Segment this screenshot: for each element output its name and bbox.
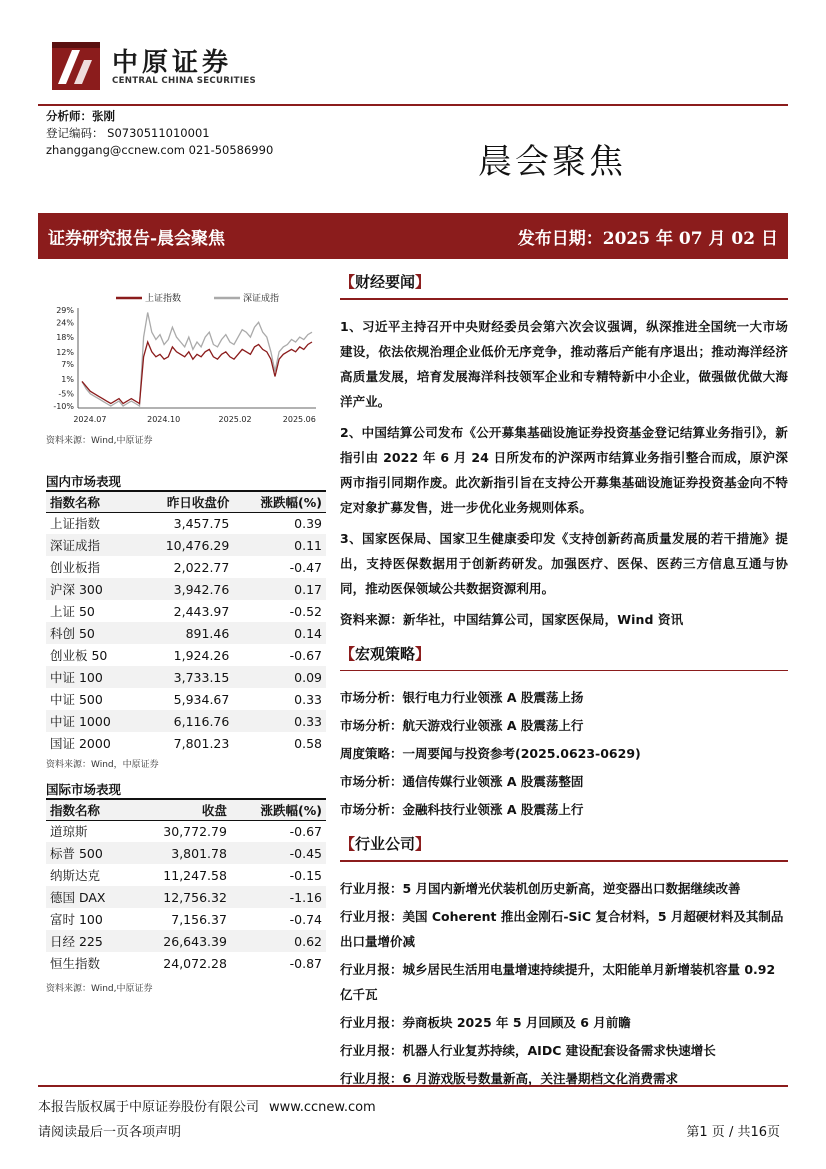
logo-mark-icon [50,40,102,92]
footer-copyright-row [38,1096,376,1115]
legend-label-sse: 上证指数 [145,294,182,304]
macro-item-link[interactable]: 市场分析：银行电力行业领涨 A 股震荡上扬 [340,690,584,705]
news-heading-rule [340,298,788,300]
cell-close: 10,476.29 [138,534,234,556]
news-heading-text: 财经要闻 [355,273,416,291]
cell-index-name: 中证 500 [50,692,103,707]
table-row [46,688,326,710]
y-tick-label: 18% [56,333,74,343]
table-row [46,952,326,974]
cell-change: -0.74 [289,911,322,927]
series-line-sse [82,342,312,404]
y-tick-label: 7% [61,360,74,370]
cell-close: 3,801.78 [133,842,231,864]
cell-index-name: 科创 50 [46,622,138,644]
cell-index-name: 沪深 300 [46,578,138,600]
y-tick-label: 24% [56,318,74,328]
col-header-index-name: 指数名称 [46,492,138,512]
table-row [46,534,326,556]
col-header-change: 涨跌幅(%) [233,492,326,512]
logo-english-text: CENTRAL CHINA SECURITIES [112,76,256,86]
registration-code: 登记编码： S0730511010001 [46,126,210,140]
table-row [46,644,326,666]
cell-change: 0.11 [233,534,326,556]
cell-change: 0.33 [233,710,326,732]
cell-close: 2,022.77 [173,559,230,575]
y-tick-label: 12% [56,347,74,357]
cell-close: 12,756.32 [133,886,231,908]
footer-website-link[interactable]: www.ccnew.com [269,1100,376,1115]
cell-index-name: 上证 50 [50,604,95,619]
analyst-info [46,108,273,159]
cell-change: 0.33 [294,691,322,707]
domestic-table-title: 国内市场表现 [46,474,122,489]
col-header-close: 收盘 [133,800,231,820]
section-heading-news: 【财经要闻】 [340,273,431,291]
col-header-close: 昨日收盘价 [138,492,234,512]
industry-item-link[interactable]: 行业月报：5 月国内新增光伏装机创历史新高，逆变器出口数据继续改善 [340,880,741,896]
table-row [46,908,326,930]
x-tick-label: 2025.02 [218,415,252,424]
cell-change: -0.47 [289,559,322,575]
series-line-szse [82,313,312,407]
company-logo [50,38,260,96]
cell-index-name: 创业板指 [50,560,101,575]
domestic-source: 资料来源：Wind，中原证券 [46,760,159,770]
cell-close: 3,457.75 [173,515,230,531]
cell-index-name: 创业板 50 [50,648,108,663]
macro-item-link[interactable]: 周度策略：一周要闻与投资参考(2025.0623-0629) [340,746,641,761]
cell-index-name: 标普 500 [46,842,133,864]
industry-item-link[interactable]: 行业月报：城乡居民生活用电量增速持续提升，太阳能单月新增装机容量 0.92 亿千瓦 [340,961,776,1002]
industry-heading-rule [340,860,788,862]
y-tick-label: -5% [58,389,74,399]
cell-close: 7,156.37 [171,911,227,927]
cell-index-name: 上证指数 [50,516,101,532]
cell-close: 2,443.97 [173,603,230,619]
international-source: 资料来源：Wind,中原证券 [46,984,153,994]
table-row [46,622,326,644]
page-title: 晨会聚焦 [478,142,626,182]
cell-index-name: 富时 100 [50,912,103,927]
cell-index-name: 中证 100 [46,666,138,688]
cell-close: 11,247.58 [163,867,227,883]
logo-chinese-text: 中原证券 [112,48,233,78]
banner-report-type: 证券研究报告-晨会聚焦 [48,229,226,249]
table-row [46,820,326,842]
cell-close: 3,942.76 [138,578,234,600]
macro-item-link[interactable]: 市场分析：航天游戏行业领涨 A 股震荡上行 [340,718,584,733]
y-tick-label: 1% [61,374,74,384]
domestic-market-table [46,492,326,754]
table-row [46,578,326,600]
chart-source: 资料来源：Wind,中原证券 [46,436,153,446]
cell-index-name: 纳斯达克 [50,868,101,883]
news-source: 资料来源：新华社，中国结算公司，国家医保局，Wind 资讯 [340,611,684,627]
cell-change: -0.45 [231,842,326,864]
cell-change: -1.16 [231,886,326,908]
cell-close: 6,116.76 [138,710,234,732]
cell-change: -0.67 [289,823,322,839]
table-row [46,512,326,534]
cell-close: 3,733.15 [138,666,234,688]
chart-legend [116,292,279,304]
industry-item-link[interactable]: 行业月报：机器人行业复苏持续，AIDC 建设配套设备需求快速增长 [340,1042,716,1058]
industry-heading-text: 行业公司 [355,835,416,853]
industry-item-link[interactable]: 行业月报：美国 Coherent 推出金刚石-SiC 复合材料，5 月超硬材料及其制品出口量增价减 [340,908,784,949]
right-column [340,270,788,1094]
y-tick-label: 29% [56,306,74,315]
index-trend-chart [46,286,326,426]
report-banner [38,213,788,259]
international-table-title: 国际市场表现 [46,782,122,797]
section-heading-industry: 【行业公司】 [340,835,431,853]
header-rule [38,104,788,106]
cell-index-name: 恒生指数 [50,956,101,971]
table-row [46,864,326,886]
analyst-name: 分析师：张刚 [46,109,115,123]
table-row [46,930,326,952]
table-row [46,732,326,754]
cell-close: 7,801.23 [173,735,230,751]
table-row [46,666,326,688]
col-header-change: 涨跌幅(%) [231,800,326,820]
footer-disclaimer: 请阅读最后一页各项声明 [38,1125,182,1140]
cell-change: 0.17 [233,578,326,600]
footer-page-number: 第1 页 / 共16页 [686,1125,780,1140]
cell-close: 30,772.79 [163,823,227,839]
footer-rule [38,1085,788,1087]
table-row [46,556,326,578]
table-row [46,710,326,732]
news-item: 3、国家医保局、国家卫生健康委印发《支持创新药高质量发展的若干措施》提出，支持医保数据用于创新药研发。加强医疗、医保、医药三方信息互通与协同，推动医保领域公共数据资源利用。 [340,530,788,596]
section-heading-macro: 【宏观策略】 [340,644,431,663]
x-tick-label: 2025.06 [282,415,316,424]
cell-change: 0.62 [231,930,326,952]
cell-index-name: 道琼斯 [50,824,88,840]
cell-close: 24,072.28 [163,955,227,971]
table-row [46,842,326,864]
cell-change: 0.39 [294,515,322,531]
y-tick-label: -10% [53,402,74,411]
x-tick-label: 2024.10 [147,415,181,424]
table-row [46,886,326,908]
footer-copyright: 本报告版权属于中原证券股份有限公司 [38,1100,260,1115]
cell-index-name: 中证 1000 [46,710,138,732]
macro-heading-text: 宏观策略 [355,644,416,663]
x-tick-label: 2024.07 [73,415,107,424]
cell-close: 5,934.67 [173,691,230,707]
cell-index-name: 日经 225 [46,930,133,952]
legend-label-szse: 深证成指 [243,294,280,304]
analyst-contact[interactable]: zhanggang@ccnew.com 021-50586990 [46,143,274,157]
cell-index-name: 国证 2000 [50,736,111,751]
industry-item-link[interactable]: 行业月报：6 月游戏版号数量新高，关注暑期档文化消费需求 [340,1070,679,1086]
cell-close: 891.46 [138,622,234,644]
cell-change: -0.67 [289,647,322,663]
cell-close: 26,643.39 [133,930,231,952]
cell-change: 0.09 [233,666,326,688]
news-item: 1、习近平主持召开中央财经委员会第六次会议强调，纵深推进全国统一大市场建设，依法依规治理企业低价无序竞争，推动落后产能有序退出；推动海洋经济高质量发展，培育发展海洋科技领军企业和专精特新中小企业，做强做优做大海洋产业。 [340,318,788,409]
cell-index-name: 德国 DAX [46,886,133,908]
cell-change: -0.52 [289,603,322,619]
macro-heading-rule [340,670,788,672]
banner-publish-date: 发布日期：2025 年 07 月 02 日 [517,229,778,249]
news-item: 2、中国结算公司发布《公开募集基础设施证券投资基金登记结算业务指引》，新指引由 2022 年 6 月 24 日所发布的沪深两市结算业务指引整合而成，原沪深两市指引同期作废。此次新指引旨在支持公开募集基础设施证券投资基金向不特定对象扩募发售，进一步优化业务规则体系。 [340,424,788,515]
macro-item-link[interactable]: 市场分析：金融科技行业领涨 A 股震荡上行 [340,802,584,817]
cell-index-name: 深证成指 [46,534,138,556]
col-header-index-name: 指数名称 [46,800,133,820]
macro-item-link[interactable]: 市场分析：通信传媒行业领涨 A 股震荡整固 [340,774,584,789]
cell-change: 0.58 [294,735,322,751]
international-market-table [46,800,326,974]
cell-close: 1,924.26 [173,647,230,663]
cell-change: -0.87 [289,955,322,971]
table-row [46,600,326,622]
cell-change: 0.14 [233,622,326,644]
industry-item-link[interactable]: 行业月报：券商板块 2025 年 5 月回顾及 6 月前瞻 [340,1014,631,1030]
cell-change: -0.15 [289,867,322,883]
